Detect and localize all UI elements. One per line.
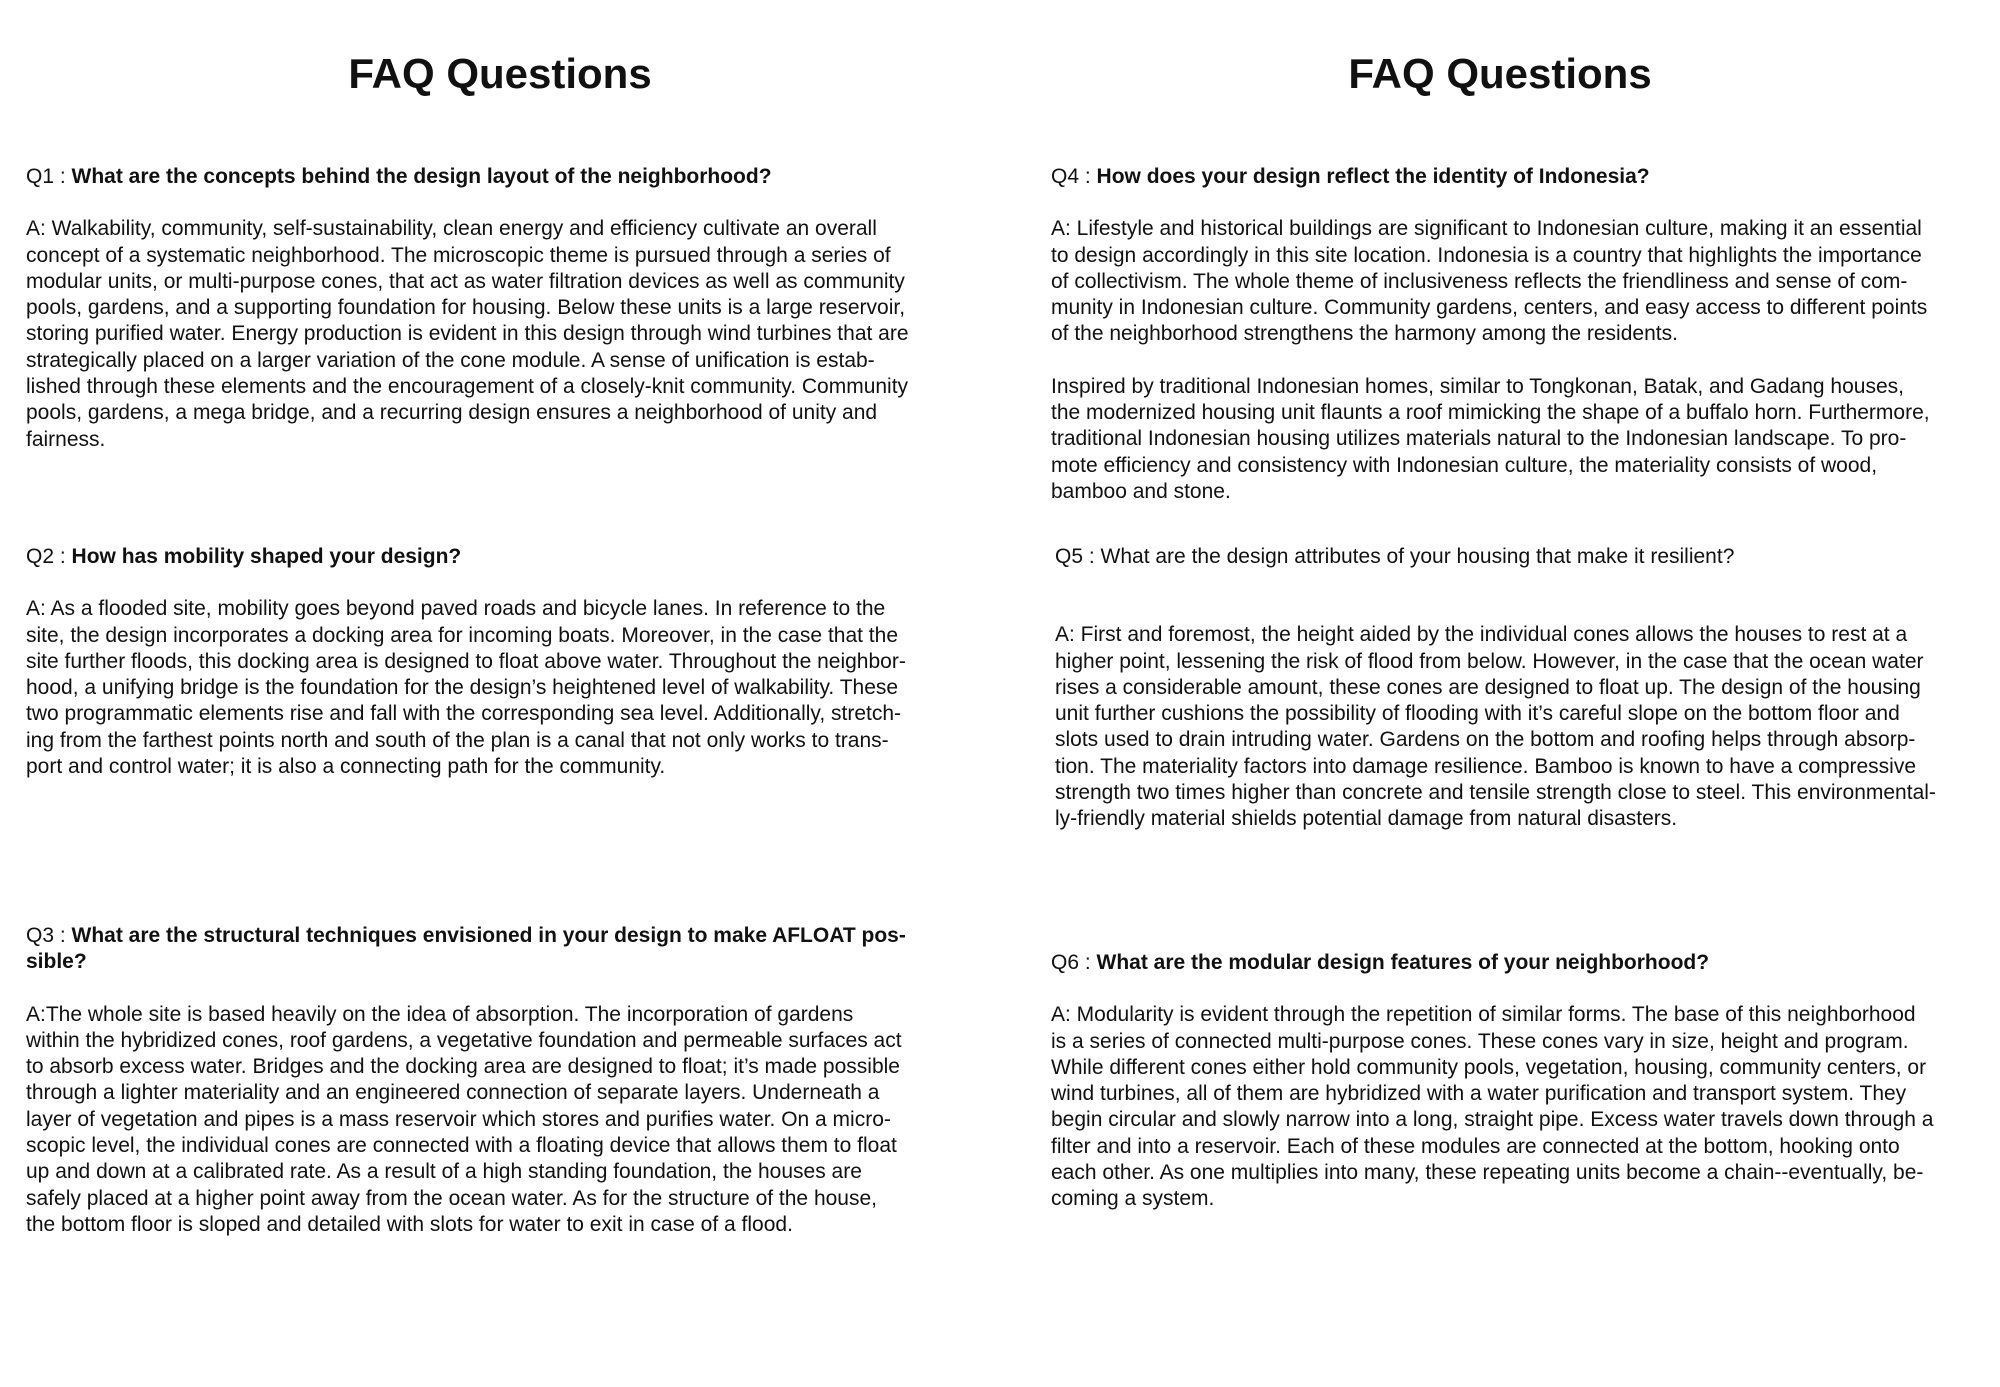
answer-text: A: Walkability, community, self-sustainability, clean energy and efficiency cultivate an overall concept of a systematic neighborhood. The microscopic theme is pursued through a series of modular units, or multi-purpose cones, that act as water filtration devices as well as community pools, gardens, and a supporting foundation for housing. Below these units is a large reservoir, storing purified water. Energy production is evident in this design through wind turbines that are strategically placed on a larger variation of the cone module. A sense of unification is estab- lished through these elements and the encouragement of a closely-knit community. Community pools, gardens, a mega bridge, and a recurring design ensures a neighborhood of unity and fairness. xyxy=(26,217,909,451)
question-number: Q4 : xyxy=(1051,165,1097,188)
question-line xyxy=(26,923,956,976)
answer-text: A:The whole site is based heavily on the idea of absorption. The incorporation of gardens within the hybridized cones, roof gardens, a vegetative foundation and permeable surfaces act to absorb excess water. Bridges and the docking area are designed to float; it’s made possible through a lighter materiality and an engineered connection of separate layers. Underneath a layer of vegetation and pipes is a mass reservoir which stores and purifies water. On a micro- scopic level, the individual cones are connected with a floating device that allows them to float up and down at a calibrated rate. As a result of a high standing foundation, the houses are safely placed at a higher point away from the ocean water. As for the structure of the house, the bottom floor is sloped and detailed with slots for water to exit in case of a flood. xyxy=(26,1002,902,1236)
question-line xyxy=(26,164,956,190)
faq-item-q4 xyxy=(1051,164,1981,505)
page-title-left: FAQ Questions xyxy=(348,50,652,97)
question-text: What are the design attributes of your housing that make it resilient? xyxy=(1100,545,1735,568)
question-number: Q2 : xyxy=(26,545,72,568)
faq-item-q6 xyxy=(1051,950,1981,1213)
faq-item-q5 xyxy=(1055,544,2000,833)
answer-text: A: First and foremost, the height aided by the individual cones allows the houses to rest at a higher point, lessening the risk of flood from below. However, in the case that the ocean water rises a considerable amount, these cones are designed to float up. The design of the housing unit further cushions the possibility of flooding with it’s careful slope on the bottom floor and slots used to drain intruding water. Gardens on the bottom and roofing helps through absorp- tion. The materiality factors into damage resilience. Bamboo is known to have a compressive strength two times higher than concrete and tensile strength close to steel. This environmental- ly-friendly material shields potential damage from natural disasters. xyxy=(1055,623,1936,831)
question-text: What are the modular design features of your neighborhood? xyxy=(1096,951,1710,974)
question-line xyxy=(1055,544,2000,570)
question-line xyxy=(1051,950,1981,976)
answer-text-continued: Inspired by traditional Indonesian homes, similar to Tongkonan, Batak, and Gadang houses, the modernized housing unit flaunts a roof mimicking the shape of a buffalo horn. Furthermore, traditional Indonesian housing utilizes materials natural to the Indonesian landscape. To pro- mote efficiency and consistency with Indonesian culture, the materiality consists of wood, bamboo and stone. xyxy=(1051,374,1930,503)
answer-text: A: Modularity is evident through the repetition of similar forms. The base of this neighborhood is a series of connected multi-purpose cones. These cones vary in size, height and program. While different cones either hold community pools, vegetation, housing, community centers, or wind turbines, all of them are hybridized with a water purification and transport system. They begin circular and slowly narrow into a long, straight pipe. Excess water travels down through a filter and into a reservoir. Each of these modules are connected at the bottom, hooking onto each other. As one multiplies into many, these repeating units become a chain--eventually, be- coming a system. xyxy=(1051,1003,1934,1211)
question-text: What are the structural techniques envisioned in your design to make AFLOAT pos- sible? xyxy=(26,924,906,974)
question-text: How does your design reflect the identity of Indonesia? xyxy=(1096,165,1650,188)
question-text: How has mobility shaped your design? xyxy=(71,545,462,568)
question-line xyxy=(26,544,956,570)
page-title-right: FAQ Questions xyxy=(1348,50,1652,97)
question-number: Q3 : xyxy=(26,924,72,947)
answer-text: A: As a flooded site, mobility goes beyond paved roads and bicycle lanes. In reference to the site, the design incorporates a docking area for incoming boats. Moreover, in the case that the site further floods, this docking area is designed to float above water. Throughout the neighbor- hood, a unifying bridge is the foundation for the design’s heightened level of walkability. These two programmatic elements rise and fall with the corresponding sea level. Additionally, stretch- ing from the farthest points north and south of the plan is a canal that not only works to trans- port and control water; it is also a connecting path for the community. xyxy=(26,597,906,779)
question-number: Q1 : xyxy=(26,165,72,188)
question-number: Q6 : xyxy=(1051,951,1097,974)
answer-text: A: Lifestyle and historical buildings are significant to Indonesian culture, making it an essential to design accordingly in this site location. Indonesia is a country that highlights the importance of collectivism. The whole theme of inclusiveness reflects the friendliness and sense of com- munity in Indonesian culture. Community gardens, centers, and easy access to different points of the neighborhood strengthens the harmony among the residents. xyxy=(1051,217,1928,346)
faq-item-q1 xyxy=(26,164,956,453)
faq-item-q3 xyxy=(26,923,956,1238)
question-number: Q5 : xyxy=(1055,545,1101,568)
question-text: What are the concepts behind the design layout of the neighborhood? xyxy=(71,165,772,188)
faq-item-q2 xyxy=(26,544,956,780)
question-line xyxy=(1051,164,1981,190)
